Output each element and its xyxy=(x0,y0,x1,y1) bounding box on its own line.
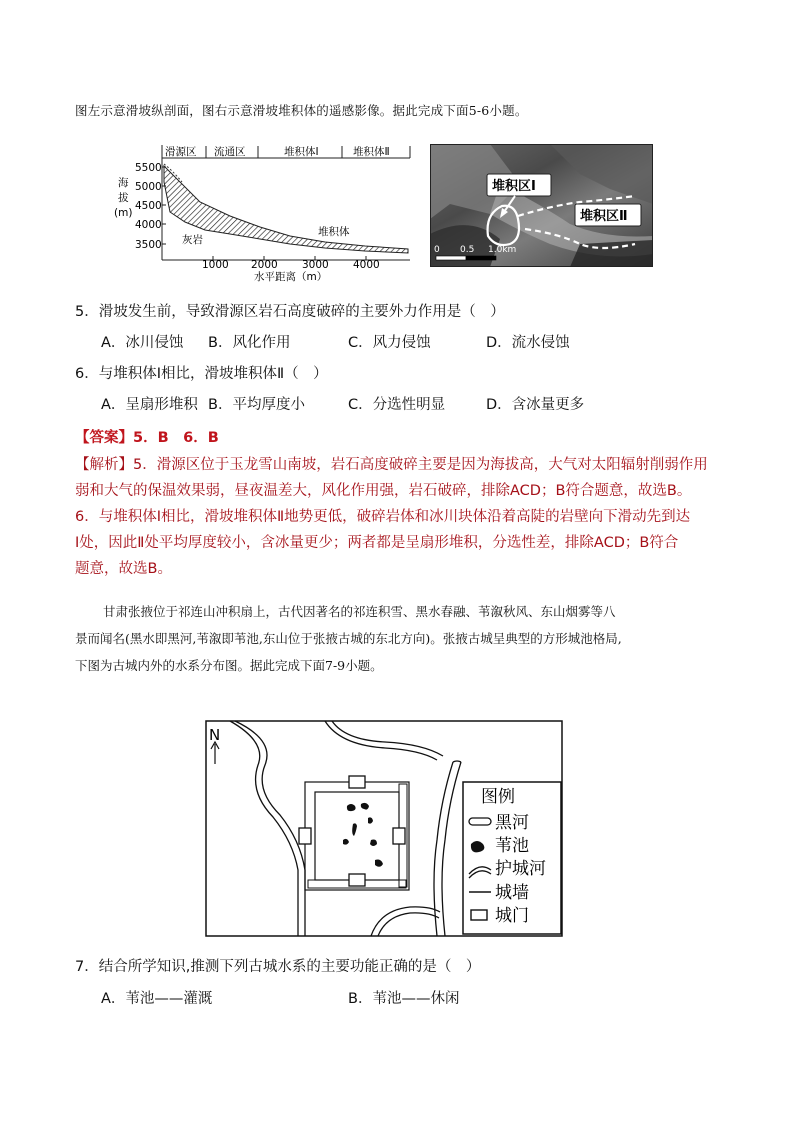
intro-7-9-line-1: 甘肃张掖位于祁连山冲积扇上，古代因著名的祁连积雪、黑水春融、苇溆秋风、东山烟雾等八 xyxy=(103,604,616,619)
ytick-5000: 5000 xyxy=(135,181,162,193)
q7-option-a: A．苇池——灌溉 xyxy=(101,991,213,1007)
explanation-block xyxy=(75,452,715,582)
explanation-line-2: 弱和大气的保温效果弱，昼夜温差大，风化作用强，岩石破碎，排除ACD；B符合题意，故选B。 xyxy=(75,483,692,499)
scale-bar-white xyxy=(436,256,466,260)
black-river-legend-icon xyxy=(469,818,491,825)
legend-reed-pond: 苇池 xyxy=(495,836,529,856)
q7-stem: 7．结合所学知识,推测下列古城水系的主要功能正确的是（ ） xyxy=(75,959,481,975)
deposit-area-2-label: 堆积区Ⅱ xyxy=(580,209,628,224)
ytick-5500: 5500 xyxy=(135,162,162,174)
xtick-4000: 4000 xyxy=(353,259,380,271)
zone-source: 滑源区 xyxy=(165,146,197,158)
remote-sensing-image xyxy=(430,144,653,267)
deposit-label: 堆积体 xyxy=(318,226,350,238)
legend-city-wall: 城墙 xyxy=(495,883,529,903)
city-gate-east xyxy=(393,828,405,844)
intro-7-9-line-3: 下图为古城内外的水系分布图。据此完成下面7-9小题。 xyxy=(75,658,383,673)
rock-label: 灰岩 xyxy=(182,234,203,246)
ytick-4500: 4500 xyxy=(135,200,162,212)
scale-bar-black xyxy=(466,256,496,260)
city-gate-west xyxy=(299,828,311,844)
zone-deposit-2: 堆积体Ⅱ xyxy=(353,146,390,158)
xtick-2000: 2000 xyxy=(251,259,278,271)
xlabel: 水平距离（m） xyxy=(254,271,328,282)
intro-7-9-line-2: 景而闻名(黑水即黑河,苇溆即苇池,东山位于张掖古城的东北方向)。张掖古城呈典型的方形城池格局, xyxy=(75,631,622,646)
explanation-line-1: 【解析】5．滑源区位于玉龙雪山南坡，岩石高度破碎主要是因为海拔高，大气对太阳辐射削弱作用 xyxy=(75,457,708,473)
q5-option-b: B．风化作用 xyxy=(208,335,291,351)
zone-flow: 流通区 xyxy=(214,146,246,158)
scale-1-0: 1.0km xyxy=(488,245,517,255)
ytick-4000: 4000 xyxy=(135,219,162,231)
scale-0: 0 xyxy=(434,245,440,255)
scale-0-5: 0.5 xyxy=(460,245,475,255)
q7-option-b: B．苇池——休闲 xyxy=(348,991,460,1007)
zone-deposit-1: 堆积体Ⅰ xyxy=(284,146,319,158)
deposit-area-1-label: 堆积区Ⅰ xyxy=(492,179,536,194)
q6-option-b: B．平均厚度小 xyxy=(208,397,305,413)
landslide-profile-figure xyxy=(110,142,415,282)
north-label: N xyxy=(209,726,221,744)
q6-option-d: D．含冰量更多 xyxy=(486,397,585,413)
q6-option-c: C．分选性明显 xyxy=(348,397,446,413)
ylabel-2: 拔 xyxy=(118,192,129,204)
explanation-line-5: 题意，故选B。 xyxy=(75,561,172,577)
explanation-line-4: Ⅰ处，因此Ⅱ处平均厚度较小，含冰量更少；两者都是呈扇形堆积，分选性差，排除ACD；B符合 xyxy=(75,535,679,551)
q5-stem: 5．滑坡发生前，导致滑源区岩石高度破碎的主要外力作用是（ ） xyxy=(75,304,505,320)
city-gate-south xyxy=(349,874,365,886)
legend-title: 图例 xyxy=(481,787,515,807)
q5-option-c: C．风力侵蚀 xyxy=(348,335,431,351)
q6-option-a: A．呈扇形堆积 xyxy=(101,397,198,413)
city-gate-north xyxy=(349,776,365,788)
legend-moat: 护城河 xyxy=(495,859,546,879)
ylabel-1: 海 xyxy=(118,177,129,189)
legend-city-gate: 城门 xyxy=(495,906,529,926)
explanation-line-3: 6．与堆积体Ⅰ相比，滑坡堆积体Ⅱ地势更低，破碎岩体和冰川块体沿着高陡的岩壁向下滑动先到达 xyxy=(75,509,691,525)
q5-option-d: D．流水侵蚀 xyxy=(486,335,570,351)
answer-line: 【答案】5．B 6．B xyxy=(75,430,219,446)
intro-5-6: 图左示意滑坡纵剖面，图右示意滑坡堆积体的遥感影像。据此完成下面5-6小题。 xyxy=(75,103,528,118)
city-gate-legend-icon xyxy=(471,910,487,920)
q6-stem: 6．与堆积体Ⅰ相比，滑坡堆积体Ⅱ（ ） xyxy=(75,366,328,382)
xtick-3000: 3000 xyxy=(302,259,329,271)
legend-black-river: 黑河 xyxy=(495,813,529,833)
ylabel-3: (m) xyxy=(114,207,133,219)
intro-7-9 xyxy=(75,598,725,679)
xtick-1000: 1000 xyxy=(202,259,229,271)
q5-option-a: A．冰川侵蚀 xyxy=(101,335,184,351)
ytick-3500: 3500 xyxy=(135,239,162,251)
water-system-map xyxy=(205,720,563,938)
